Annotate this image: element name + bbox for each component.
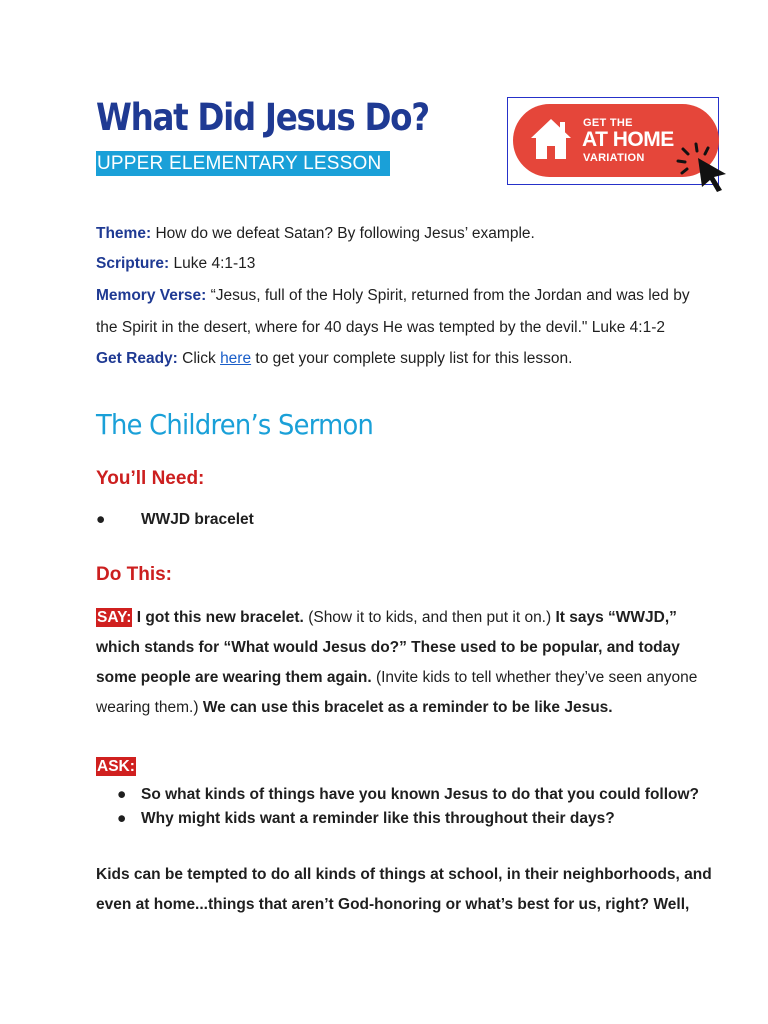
ask-item-2: Why might kids want a reminder like this throughout their days? (141, 810, 615, 827)
say-text-2: which stands for “What would Jesus do?” These used to be popular, and today (96, 639, 680, 656)
closing-line-2: even at home...things that aren’t God-honoring or what’s best for us, right? Well, (96, 896, 690, 913)
house-icon (528, 116, 574, 162)
page-title: What Did Jesus Do? (96, 96, 429, 139)
say-text-4-bold: We can use this bracelet as a reminder to be like Jesus. (202, 699, 613, 716)
say-text-3-plain: (Invite kids to tell whether they’ve seen anyone (375, 669, 698, 686)
theme-label: Theme: (96, 225, 152, 242)
cta-line-2: AT HOME (582, 128, 674, 151)
scripture-text: Luke 4:1-13 (173, 255, 256, 272)
say-text-1-plain: (Show it to kids, and then put it on.) (308, 609, 552, 626)
say-text-1-bold2: It says “WWJD,” (555, 609, 677, 626)
memory-verse-line-2 (96, 317, 696, 339)
cta-line-1: GET THE (583, 117, 633, 129)
closing-line-1: Kids can be tempted to do all kinds of things at school, in their neighborhoods, and (96, 866, 712, 883)
do-this-heading: Do This: (96, 564, 172, 585)
say-tag: SAY: (97, 609, 132, 626)
theme-line (96, 223, 696, 245)
list-item (96, 511, 254, 529)
cursor-click-icon (674, 140, 732, 194)
closing-paragraph (96, 860, 712, 920)
youll-need-heading: You’ll Need: (96, 468, 205, 489)
scripture-label: Scripture: (96, 255, 170, 272)
ask-tag-wrap (96, 758, 136, 776)
memory-verse-line (96, 285, 696, 307)
get-ready-label: Get Ready: (96, 350, 178, 367)
scripture-line (96, 253, 696, 275)
list-item (117, 786, 699, 804)
ask-tag: ASK: (97, 758, 135, 775)
bullet-icon: ● (96, 511, 106, 528)
bullet-icon: ● (117, 810, 127, 827)
supply-list-link[interactable]: here (220, 350, 252, 367)
memory-verse-label: Memory Verse: (96, 287, 207, 304)
get-ready-post: to get your complete supply list for this lesson. (255, 350, 573, 367)
say-text-3-bold: some people are wearing them again. (96, 669, 372, 686)
ask-item-1: So what kinds of things have you known Jesus to do that you could follow? (141, 786, 700, 803)
theme-text: How do we defeat Satan? By following Jesus’ example. (155, 225, 535, 242)
memory-verse-text-2: the Spirit in the desert, where for 40 days He was tempted by the devil." Luke 4:1-2 (96, 319, 665, 336)
need-item: WWJD bracelet (141, 511, 254, 528)
say-paragraph (96, 603, 696, 723)
page-subtitle: UPPER ELEMENTARY LESSON (96, 151, 390, 176)
bullet-icon: ● (117, 786, 127, 803)
say-text-4-plain: wearing them.) (96, 699, 199, 716)
get-ready-line (96, 348, 696, 370)
cta-line-3: VARIATION (583, 152, 645, 164)
get-ready-pre: Click (182, 350, 216, 367)
memory-verse-text-1: “Jesus, full of the Holy Spirit, returned from the Jordan and was led by (210, 287, 690, 304)
list-item (117, 810, 615, 828)
say-text-1-bold: I got this new bracelet. (136, 609, 304, 626)
section-title: The Children’s Sermon (96, 408, 374, 441)
